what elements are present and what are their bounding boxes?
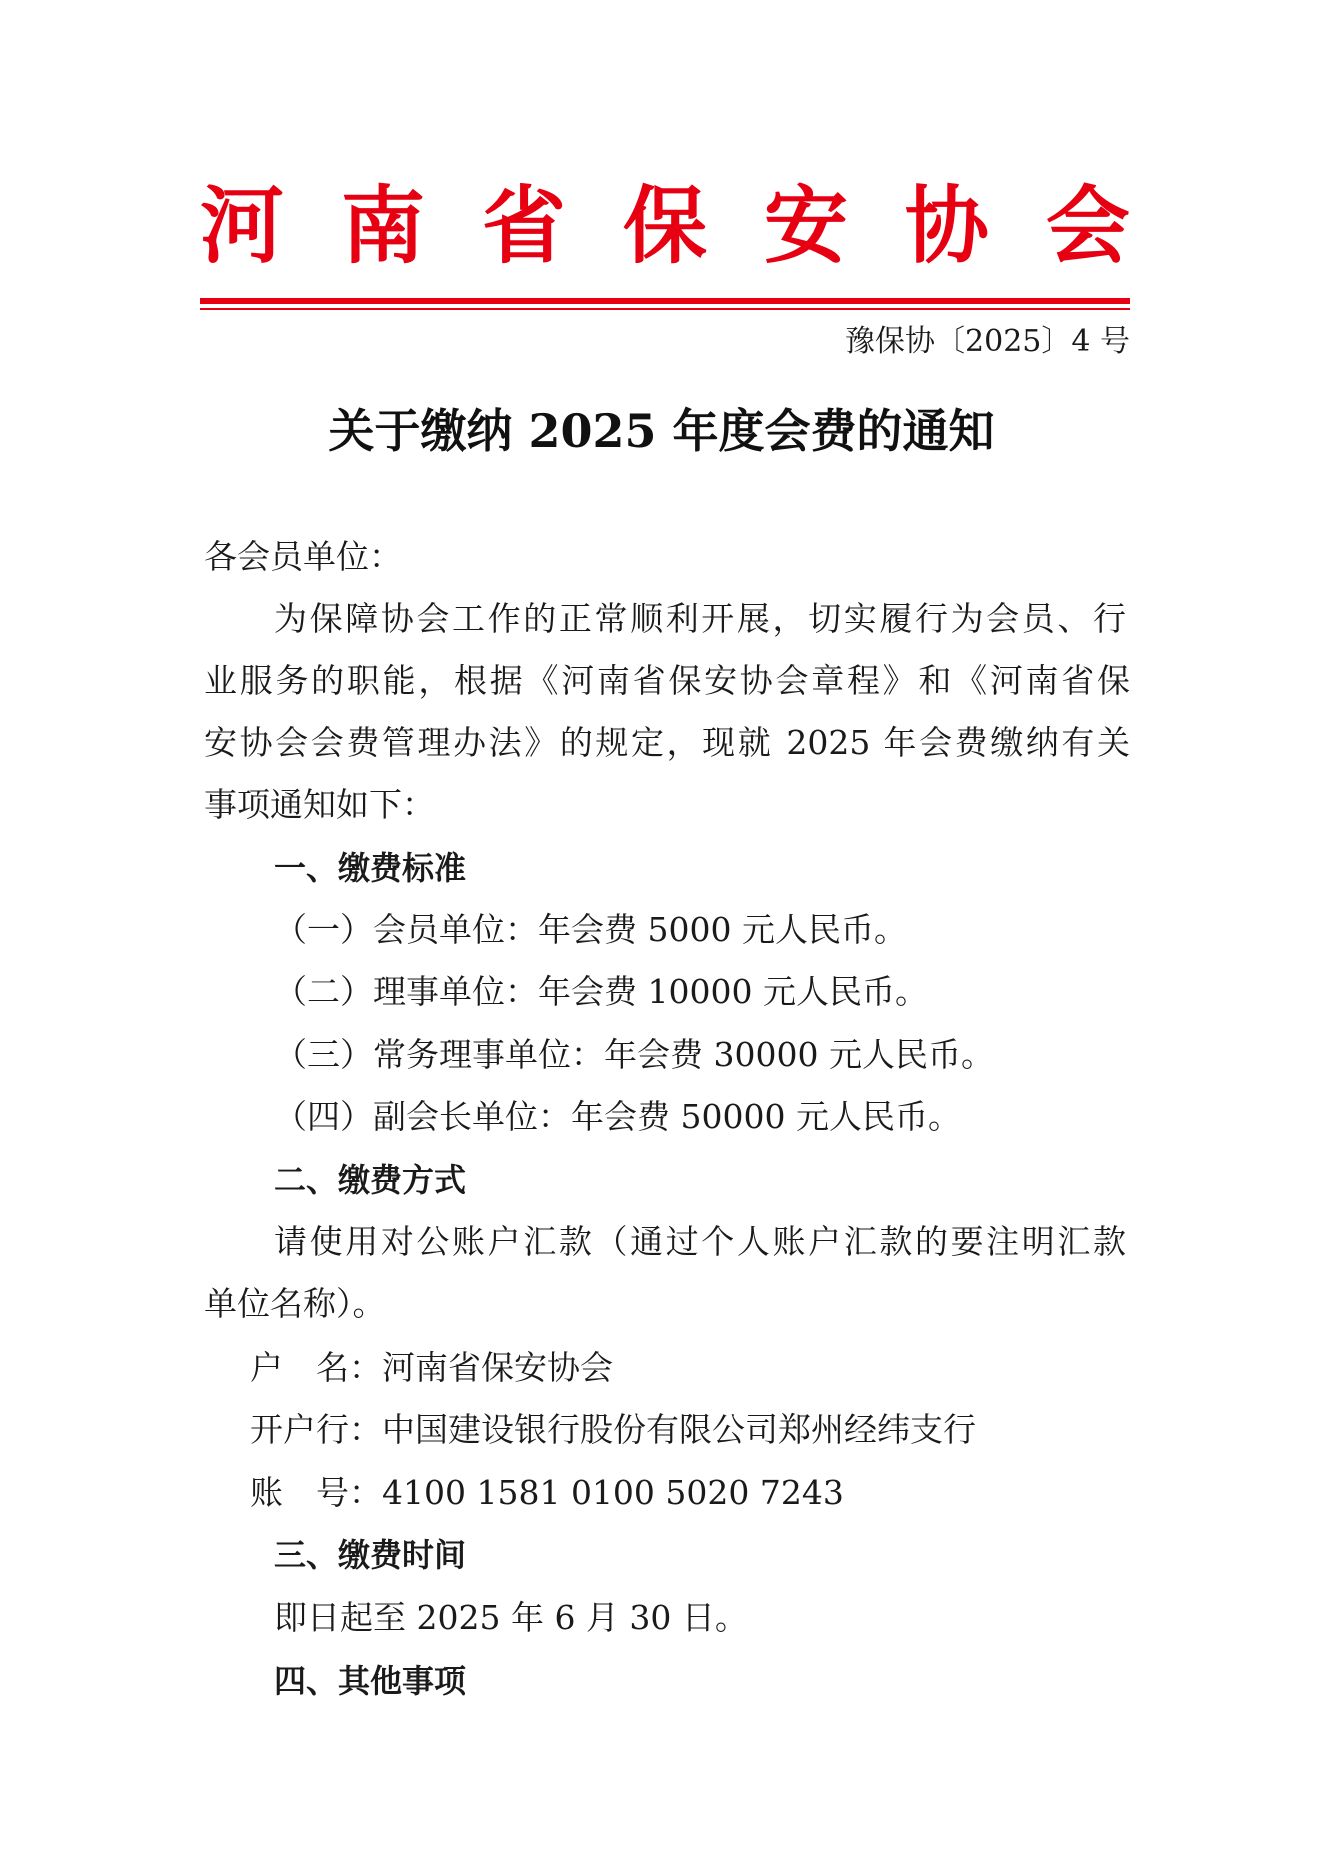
section-heading-standards: 一、缴费标准 bbox=[274, 849, 467, 887]
intro-line-2: 业服务的职能，根据《河南省保安协会章程》和《河南省保 bbox=[204, 661, 1130, 700]
org-letterhead-title bbox=[200, 176, 1130, 276]
salutation: 各会员单位： bbox=[204, 537, 402, 576]
fee-item: （四）副会长单位：年会费 50000 元人民币。 bbox=[274, 1097, 961, 1136]
letterhead-char: 河 bbox=[200, 176, 285, 275]
account-bank-row bbox=[250, 1408, 976, 1452]
document-title: 关于缴纳 2025 年度会费的通知 bbox=[328, 404, 995, 458]
account-name-row bbox=[250, 1346, 613, 1390]
letterhead-char: 南 bbox=[340, 176, 425, 275]
intro-line-1: 为保障协会工作的正常顺利开展，切实履行为会员、行 bbox=[274, 599, 1126, 638]
fee-item: （一）会员单位：年会费 5000 元人民币。 bbox=[274, 910, 907, 949]
letterhead-char: 会 bbox=[1045, 176, 1130, 275]
account-number-label: 账 号： bbox=[250, 1473, 382, 1512]
document-number: 豫保协〔2025〕4 号 bbox=[845, 324, 1130, 359]
account-number-row bbox=[250, 1471, 844, 1515]
letterhead-char: 保 bbox=[622, 176, 707, 275]
letterhead-char: 省 bbox=[481, 176, 566, 275]
section-heading-method: 二、缴费方式 bbox=[274, 1161, 467, 1199]
letterhead-divider-thin bbox=[200, 308, 1130, 310]
method-line-2: 单位名称）。 bbox=[204, 1284, 386, 1323]
letterhead-char: 安 bbox=[763, 176, 848, 275]
intro-line-3: 安协会会费管理办法》的规定，现就 2025 年会费缴纳有关 bbox=[204, 723, 1130, 762]
fee-item: （三）常务理事单位：年会费 30000 元人民币。 bbox=[274, 1035, 994, 1074]
account-name-label: 户 名： bbox=[250, 1348, 382, 1387]
account-bank-label: 开户行： bbox=[250, 1410, 382, 1449]
method-line-1: 请使用对公账户汇款（通过个人账户汇款的要注明汇款 bbox=[274, 1222, 1126, 1261]
letterhead-divider-thick bbox=[200, 298, 1130, 304]
time-text: 即日起至 2025 年 6 月 30 日。 bbox=[274, 1598, 748, 1637]
account-bank-value: 中国建设银行股份有限公司郑州经纬支行 bbox=[382, 1410, 976, 1449]
section-heading-other: 四、其他事项 bbox=[274, 1662, 467, 1700]
fee-item: （二）理事单位：年会费 10000 元人民币。 bbox=[274, 972, 928, 1011]
account-name-value: 河南省保安协会 bbox=[382, 1348, 613, 1387]
section-heading-time: 三、缴费时间 bbox=[274, 1536, 467, 1574]
letterhead-char: 协 bbox=[904, 176, 989, 275]
intro-line-4: 事项通知如下： bbox=[204, 785, 435, 824]
account-number-value: 4100 1581 0100 5020 7243 bbox=[382, 1473, 844, 1512]
